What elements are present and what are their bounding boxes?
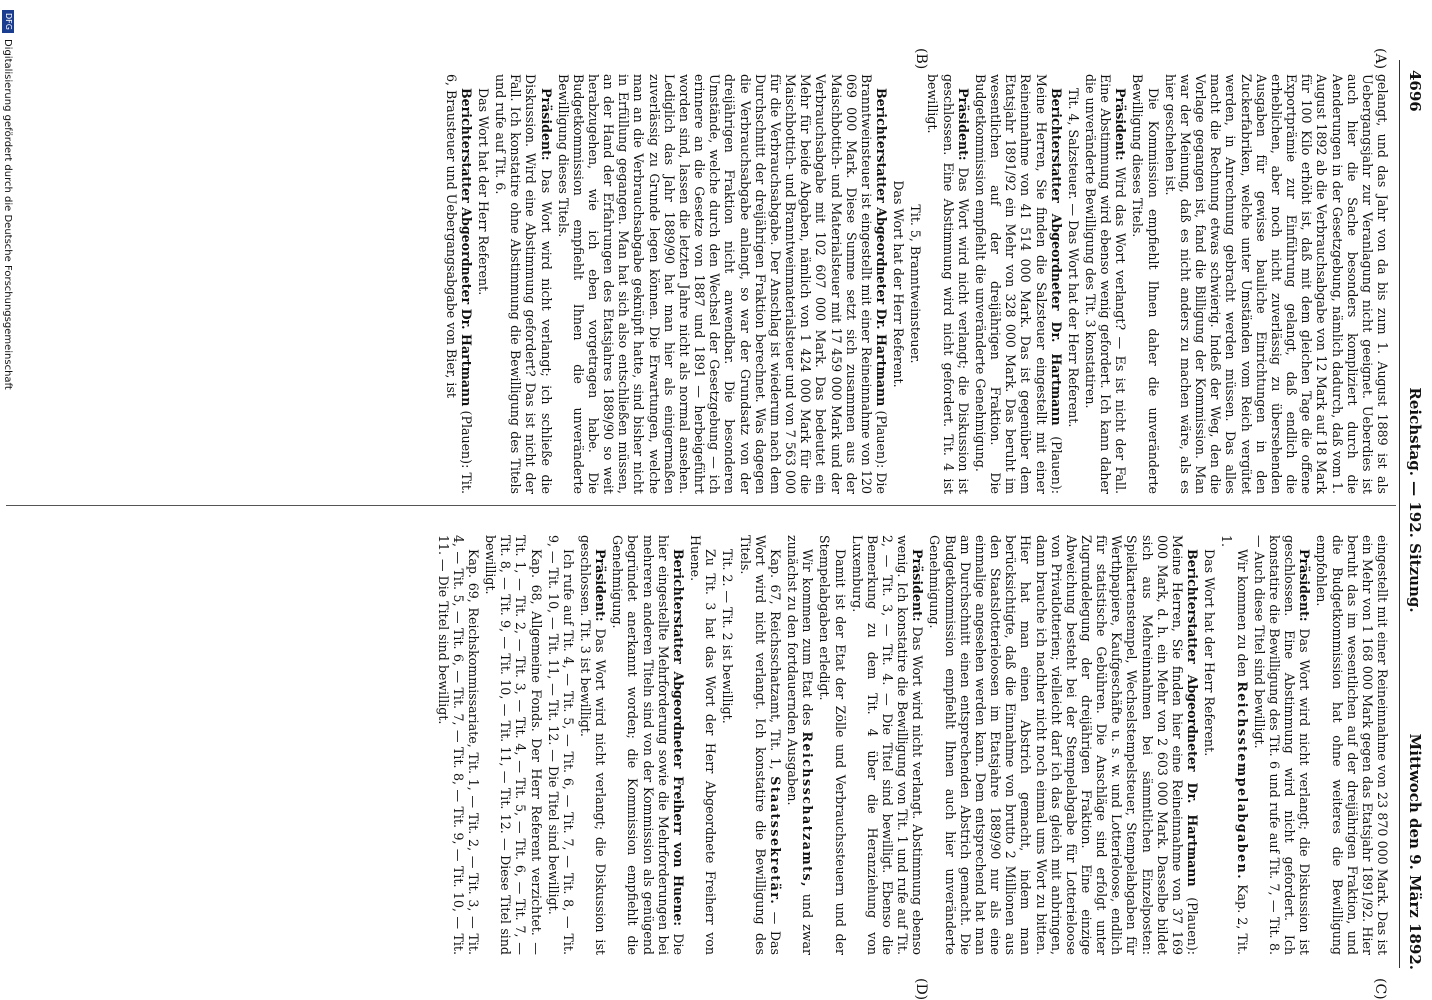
speech-text: (Plauen): Tit. 6, Brausteuer und Uebergangsabgabe von Bier, ist: [443, 74, 474, 494]
paragraph: [785, 535, 815, 955]
paragraph: Tit. 2. — Tit. 2 ist bewilligt.: [720, 549, 736, 724]
paragraph: [610, 535, 686, 955]
speaker: Präsident:: [955, 88, 971, 161]
text: Wir kommen zu den: [1234, 549, 1250, 682]
paragraph: [925, 74, 970, 494]
emphasis: Staatssekretär.: [767, 776, 783, 906]
speech-text: Die hier eingestellte Mehrforderung sowie die Mehrforderungen bei mehreren anderen Titeln sind von der Kommission als genügend begründet anerkannt worden; die Kommission empfiehlt die Genehmigung.: [610, 535, 686, 955]
paragraph: [443, 74, 473, 494]
emphasis: Reichsstempelabgaben.: [1234, 681, 1250, 881]
paragraph: Kap. 68, Allgemeine Fonds. Der Herr Referent verzichtet. — Tit. 1, — Tit. 2, — Tit. 3, — Tit. 4, — Tit. 5, — Tit. 6, — Tit. 7, — Tit. 8, — Tit. 9, — Tit. 10, — Tit. 11, — Tit. 12. — Diese Titel sind bewilligt.: [483, 535, 544, 955]
paragraph: Damit ist der Etat der Zölle und Verbrauchssteuern und der Stempelabgaben erledigt.: [817, 535, 848, 955]
paragraph: Kap. 69, Reichskommissariate, Tit. 1, — Tit. 2, — Tit. 3, — Tit. 4, — Tit. 5, — Tit. 6, — Tit. 7, — Tit. 8, — Tit. 9, — Tit. 10, — Tit. 11. — Die Titel sind bewilligt.: [435, 535, 481, 955]
speaker: Berichterstatter Abgeordneter Dr. Hartmann: [874, 88, 889, 407]
speaker: Berichterstatter Abgeordneter Dr. Hartmann: [458, 88, 474, 407]
paragraph: Tit. 5, Branntweinsteuer.: [908, 204, 924, 364]
paragraph: Das Wort hat der Herr Referent.: [475, 88, 491, 296]
margin-marker-b: (B): [913, 48, 929, 70]
speaker: Berichterstatter Abgeordneter Dr. Hartmann: [1048, 88, 1064, 426]
paragraph: [973, 74, 1064, 494]
left-column: [10, 74, 1390, 494]
speech-text: Das Wort wird nicht verlangt; ich schließe die Diskussion. Wird eine Abstimmung gefordert? Das ist nicht der Fall. Ich konstatire ohne Abstimmung die Bewilligung des Titels und rufe auf Tit. 6.: [493, 74, 554, 494]
paragraph: [556, 74, 889, 494]
running-header: Reichstag. — 192. Sitzung.: [1406, 387, 1424, 613]
speaker: Präsident:: [1113, 88, 1129, 161]
paragraph: eingestellt mit einer Reineinnahme von 23 870 000 Mark. Das ist ein Mehr von 1 168 000 Mark gegen das Etatsjahr 1891/92. Hier beruht das im wesentlichen auf der dreijährigen Fraktion, und die Budgetkommission hat ohne weiteres die Bewilligung empfohlen.: [1314, 535, 1390, 955]
paragraph: [578, 535, 608, 955]
speech-text: (Plauen): Meine Herren, Sie finden die Salzsteuer eingestellt mit einer Reineinnahme von 41 514 000 Mark. Das ist gegenüber dem Etatsjahr 1891/92 ein Mehr von 328 000 Mark. Das beruht im wesentlichen auf der dreijährigen Fraktion. Die Budgetkommission empfiehlt die unveränderte Genehmigung.: [972, 74, 1064, 494]
paragraph: [493, 74, 554, 494]
paragraph: [737, 535, 782, 955]
text: Kap. 67, Reichsschatzamt, Tit. 1,: [767, 549, 783, 777]
digitization-footer: [0, 10, 14, 710]
paragraph: Ich rufe auf Tit. 4, — Tit. 5, — Tit. 6, — Tit. 7, — Tit. 8, — Tit. 9, — Tit. 10, — Tit. 11, — Tit. 12. — Die Titel sind bewilligt.: [545, 535, 576, 955]
speech-text: Das Wort wird nicht verlangt; die Diskussion ist geschlossen. Eine Abstimmung wird nicht gefordert. Ich konstatire die Bewilligung des Tit. 6 und rufe auf Tit. 7, — Tit. 8. — Auch diese Titel sind bewilligt.: [1251, 535, 1313, 955]
paragraph: [927, 535, 1200, 955]
paragraph: Tit. 4, Salzsteuer. — Das Wort hat der Herr Referent.: [1065, 88, 1081, 428]
speaker: Präsident:: [538, 88, 554, 161]
speaker: Präsident:: [593, 549, 609, 622]
paragraph: Das Wort hat der Herr Referent.: [1202, 549, 1218, 757]
margin-marker-c: (C): [1372, 978, 1388, 1000]
speech-text: (Plauen): Die Branntweinsteuer ist eingestellt mit einer Reineinnahme von 120 069 000 Mark. Diese Summe setzt sich zusammen aus der Maischbottich- und Materialsteuer mit 17 459 000 Mark und der Verbrauchsabgabe mit 102 607 000 Mark. Das bedeutet ein Mehr für beide Abgaben, nämlich von 1 424 000 Mark für die Maischbottich- und Branntweinmaterialsteuer und von 7 563 000 für die Verbrauchsabgabe. Der Anschlag ist wiederum nach dem Durchschnitt der dreijährigen Fraktion berechnet. Was dagegen die Verbrauchsabgabe anlangt, so war der Grundsatz von der dreijährigen Fraktion nicht anwendbar. Die besonderen Umstände, welche durch den Wechsel der Gesetzgebung — ich erinnere an die Gesetze von 1887 und 1891 — herbeigeführt worden sind, lassen die letzten Jahre nicht als normal ansehen. Lediglich das Jahr 1889/90 hat man hier als einigermaßen zuverlässig zu Grunde legen können. Die Erwartungen, welche man an die Verbrauchsabgabe geknüpft hatte, sind bisher nicht in Erfüllung gegangen. Man hat sich also entschließen müssen, an der Hand der Erfahrungen des Etatsjahres 1889/90 so weit herabzugehen, wie ich eben vorgetragen habe. Die Budgetkommission empfiehlt Ihnen die unveränderte Bewilligung dieses Titels.: [555, 74, 889, 494]
column-separator: [6, 505, 1396, 506]
margin-marker-d: (D): [913, 978, 929, 1000]
speech-text: (Plauen): Meine Herren, Sie finden hier eine Reineinnahme von 37 169 000 Mark, d. h. ein Mehr von 2 603 000 Mark. Dasselbe bildet sich aus Mehreinnahmen bei sämmtlichen Einzelposten: Spielkartenstempel, Wechselstempelsteuer, Stempelabgaben für Werthpapiere, Kaufgeschäfte u. s. w. und Lotterieloose, endlich für statistische Gebühren. Die Anschläge sind erfolgt unter Zugrundelegung der dreijährigen Fraktion. Eine einzige Abweichung besteht bei der Stempelabgabe für Lotterieloose von Privatlotterien; vielleicht darf ich das gleich mit anbringen, dann brauche ich nachher nicht noch einmal ums Wort zu bitten. Hier hat man einen Abstrich gemacht, indem man berücksichtigte, daß die Einnahme von brutto 2 Millionen aus den Staatslotterieloosen im Etatsjahre 1889/90 nur als eine einmalige angesehen werden kann. Dem entsprechend hat man am Durchschnitt einen entsprechenden Abstrich gemacht. Die Budgetkommission empfiehlt Ihnen auch hier unveränderte Genehmigung.: [927, 535, 1201, 955]
speech-text: Wird das Wort verlangt? — Es ist nicht der Fall. Eine Abstimmung wird ebenso wenig gefordert. Ich kann daher die unveränderte Bewilligung des Tit. 3 konstatiren.: [1083, 74, 1129, 494]
paragraph: [1252, 535, 1313, 955]
paragraph: gelangt, und das Jahr von da bis zum 1. August 1889 ist als Uebergangsjahr zur Veranlagung nicht geeignet. Ueberdies ist auch hier die Sache besonders kompliziert durch die Aenderungen in der Gesetzgebung, nämlich dadurch, daß vom 1. August 1892 ab die Verbrauchsabgabe von 12 Mark auf 18 Mark für 100 Kilo erhöht ist, daß mit dem gleichen Tage die offene Exportprämie zur Einführung gelangt, daß endlich die erheblichen, aber noch nicht zuverlässig zu übersehenden Ausgaben für gewisse bauliche Einrichtungen in den Zuckerfabriken, welche unter Umständen vom Reich vergütet werden, in Anrechnung gebracht werden müssen. Das alles macht die Rechnung etwas schwierig. Indeß der Weg, den die Vorlage gegangen ist, fand die Billigung der Kommission. Man war der Meinung, daß es nicht anders zu machen wäre, als es hier geschehen ist.: [1162, 74, 1390, 494]
margin-marker-a: (A): [1372, 48, 1388, 70]
paragraph: [1083, 74, 1128, 494]
text: — Das Wort wird nicht verlangt. Ich konstatire die Bewilligung des Titels.: [737, 535, 783, 955]
speaker: Berichterstatter Abgeordneter Dr. Hartmann: [1185, 549, 1201, 887]
dfg-logo: DFG: [2, 10, 14, 33]
header-rule: [1399, 60, 1400, 968]
text: Kap. 2, Tit. 1.: [1219, 535, 1250, 955]
paragraph: [1219, 535, 1249, 955]
page-number: 4696: [1406, 70, 1424, 112]
speech-text: Das Wort wird nicht verlangt. Abstimmung ebenso wenig. Ich konstatire die Bewilligung von Tit. 1 und rufe auf Tit. 2, — Tit. 3, — Tit. 4. — Die Titel sind bewilligt. Ebenso die Bemerkung zu dem Tit. 4 über die Heranziehung von Luxemburg.: [849, 535, 926, 955]
speaker: Präsident:: [1297, 549, 1313, 622]
speaker: Präsident:: [910, 549, 926, 622]
paragraph: Zu Tit. 3 hat das Wort der Herr Abgeordnete Freiherr von Huene.: [688, 535, 719, 955]
text: und zwar zunächst zu den fortdauernden Ausgaben.: [785, 535, 816, 955]
right-column: [10, 535, 1390, 955]
header-date: Mittwoch den 9. März 1892.: [1406, 733, 1424, 970]
footer-text: Digitalisierung gefördert durch die Deutsche Forschungsgemeinschaft: [2, 38, 13, 390]
emphasis: Reichsschatzamts,: [800, 731, 816, 888]
text: Wir kommen zum Etat des: [800, 549, 816, 732]
paragraph: [850, 535, 926, 955]
paragraph: Die Kommission empfiehlt Ihnen daher die unveränderte Bewilligung dieses Titels.: [1130, 74, 1161, 494]
speaker: Berichterstatter Abgeordneter Freiherr von Huene:: [670, 549, 686, 927]
paragraph: Das Wort hat der Herr Referent.: [891, 180, 907, 388]
speech-text: Das Wort wird nicht verlangt; die Diskussion ist geschlossen. Tit. 3 ist bewilligt.: [578, 535, 609, 955]
speech-text: Das Wort wird nicht verlangt; die Diskussion ist geschlossen. Eine Abstimmung wird nicht gefordert. Tit. 4 ist bewilligt.: [925, 74, 971, 494]
